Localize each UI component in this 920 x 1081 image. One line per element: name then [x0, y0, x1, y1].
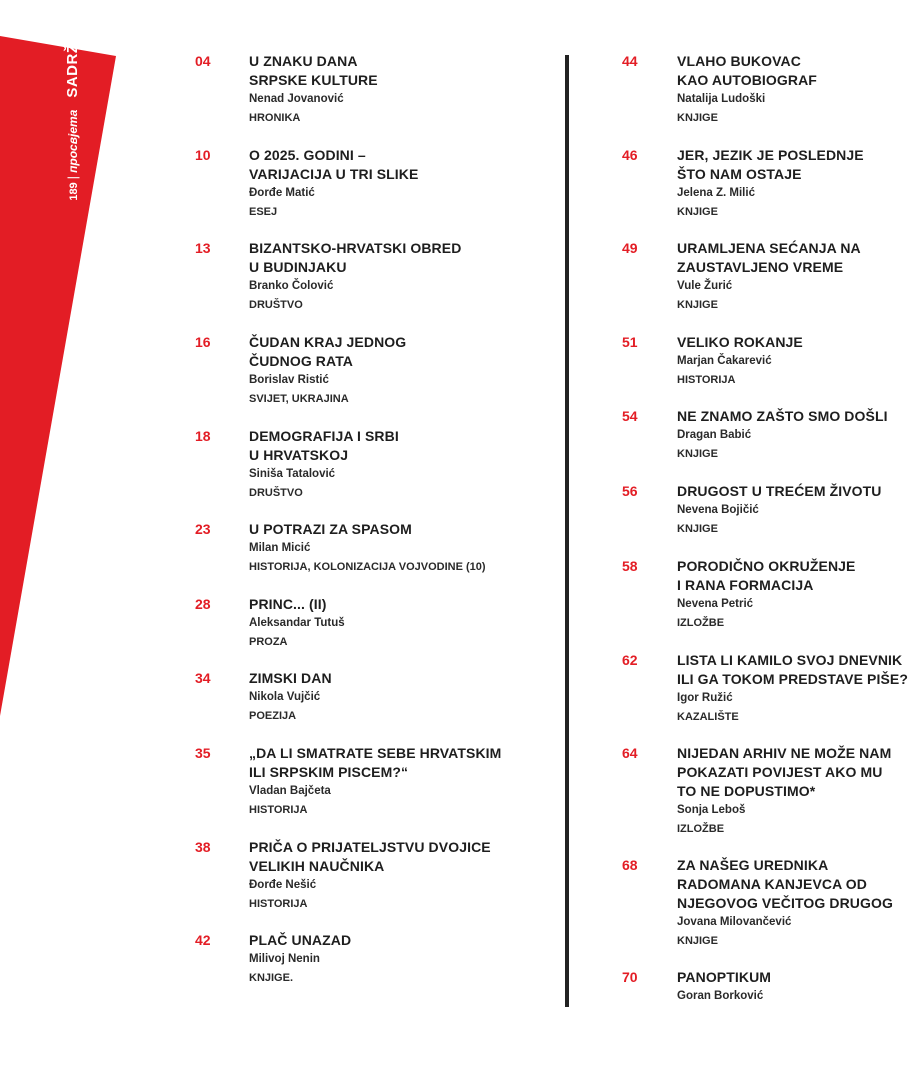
issue-number: 189 [68, 182, 80, 201]
page-number: 18 [195, 428, 211, 444]
entry-body [677, 52, 817, 127]
title-line: DRUGOST U TREĆEM ŽIVOTU [677, 483, 882, 499]
entry-body [249, 427, 399, 502]
title-line: KAO AUTOBIOGRAF [677, 72, 817, 88]
title-line: VELIKIH NAUČNIKA [249, 858, 385, 874]
title-line: SRPSKE KULTURE [249, 72, 378, 88]
page-number: 54 [622, 408, 638, 424]
banner-label [64, 23, 82, 200]
article-section: KNJIGE [677, 206, 718, 218]
title-line: U HRVATSKOJ [249, 447, 349, 463]
article-title[interactable] [249, 239, 461, 277]
title-line: ČUDNOG RATA [249, 353, 354, 369]
title-line: PLAČ UNAZAD [249, 932, 352, 948]
title-line: I RANA FORMACIJA [677, 577, 814, 593]
article-title[interactable] [677, 856, 893, 913]
article-author: Jovana Milovančević [677, 916, 792, 928]
title-line: PRINC... (II) [249, 596, 327, 612]
article-section: KNJIGE [677, 523, 718, 535]
title-line: U POTRAZI ZA SPASOM [249, 521, 412, 537]
title-line: DEMOGRAFIJA I SRBI [249, 428, 399, 444]
page-number: 46 [622, 147, 638, 163]
article-author: Goran Borković [677, 990, 764, 1002]
entry-body [677, 146, 864, 221]
page-number: 64 [622, 745, 638, 761]
article-title[interactable] [249, 595, 345, 614]
article-section: KNJIGE. [249, 972, 294, 984]
article-title[interactable] [249, 520, 486, 539]
article-title[interactable] [677, 333, 803, 352]
article-title[interactable] [677, 407, 888, 426]
article-section: HISTORIJA [677, 374, 736, 386]
page-number: 42 [195, 932, 211, 948]
article-section: KNJIGE [677, 448, 718, 460]
title-line: BIZANTSKO-HRVATSKI OBRED [249, 240, 462, 256]
article-section: DRUŠTVO [249, 299, 303, 311]
article-title[interactable] [677, 239, 861, 277]
banner-separator: | [65, 175, 80, 180]
article-title[interactable] [677, 651, 908, 689]
title-line: O 2025. GODINI – [249, 147, 366, 163]
title-line: JER, JEZIK JE POSLEDNJE [677, 147, 864, 163]
article-author: Sonja Leboš [677, 804, 746, 816]
article-section: KNJIGE [677, 112, 718, 124]
title-line: ČUDAN KRAJ JEDNOG [249, 334, 407, 350]
article-author: Vladan Bajčeta [249, 785, 331, 797]
entry-body [677, 482, 882, 538]
article-author: Nikola Vujčić [249, 691, 321, 703]
entry-body [677, 744, 891, 838]
entry-body [677, 856, 893, 950]
article-section: HISTORIJA, KOLONIZACIJA VOJVODINE (10) [249, 561, 486, 573]
title-line: RADOMANA KANJEVCA OD [677, 876, 867, 892]
page-number: 38 [195, 839, 211, 855]
article-author: Siniša Tatalović [249, 468, 336, 480]
article-section: KNJIGE [677, 299, 718, 311]
article-title[interactable] [249, 744, 501, 782]
article-section: ESEJ [249, 206, 278, 218]
title-line: ILI SRPSKIM PISCEM?“ [249, 764, 409, 780]
entry-body [249, 931, 351, 987]
page-number: 56 [622, 483, 638, 499]
article-section: HISTORIJA [249, 898, 308, 910]
entry-body [249, 744, 501, 819]
page-number: 70 [622, 969, 638, 985]
title-line: PORODIČNO OKRUŽENJE [677, 558, 856, 574]
article-author: Milan Micić [249, 542, 311, 554]
title-line: ZA NAŠEG UREDNIKA [677, 857, 829, 873]
article-title[interactable] [677, 482, 882, 501]
article-section: IZLOŽBE [677, 823, 725, 835]
title-line: URAMLJENA SEĆANJA NA [677, 240, 861, 256]
magazine-name: просвјета [66, 109, 80, 173]
article-title[interactable] [249, 669, 332, 688]
article-author: Igor Ružić [677, 692, 733, 704]
title-line: NJEGOVOG VEČITOG DRUGOG [677, 895, 893, 911]
article-author: Marjan Čakarević [677, 355, 772, 367]
article-author: Nevena Petrić [677, 598, 754, 610]
title-line: NE ZNAMO ZAŠTO SMO DOŠLI [677, 408, 888, 424]
contents-heading: SADRŽAJ [64, 23, 81, 98]
title-line: PANOPTIKUM [677, 969, 772, 985]
page-number: 28 [195, 596, 211, 612]
article-author: Natalija Ludoški [677, 93, 766, 105]
page-number: 51 [622, 334, 638, 350]
title-line: ZAUSTAVLJENO VREME [677, 259, 844, 275]
article-section: KAZALIŠTE [677, 711, 739, 723]
article-title[interactable] [677, 744, 891, 801]
entry-body [677, 239, 861, 314]
page-number: 04 [195, 53, 211, 69]
article-title[interactable] [677, 557, 855, 595]
page-number: 58 [622, 558, 638, 574]
article-author: Borislav Ristić [249, 374, 329, 386]
title-line: ILI GA TOKOM PREDSTAVE PIŠE? [677, 671, 908, 687]
title-line: NIJEDAN ARHIV NE MOŽE NAM [677, 745, 892, 761]
entry-body [249, 239, 461, 314]
article-title[interactable] [677, 146, 864, 184]
article-author: Vule Žurić [677, 280, 733, 292]
entry-body [677, 557, 855, 632]
entry-body [677, 651, 908, 726]
article-title[interactable] [677, 968, 771, 987]
article-section: PROZA [249, 636, 288, 648]
title-line: POKAZATI POVIJEST AKO MU [677, 764, 883, 780]
title-line: VARIJACIJA U TRI SLIKE [249, 166, 419, 182]
entry-body [249, 333, 406, 408]
entry-body [249, 595, 345, 651]
entry-body [249, 520, 486, 576]
article-section: SVIJET, UKRAJINA [249, 393, 349, 405]
title-line: LISTA LI KAMILO SVOJ DNEVNIK [677, 652, 903, 668]
article-title[interactable] [249, 427, 399, 465]
page-number: 10 [195, 147, 211, 163]
article-section: IZLOŽBE [677, 617, 725, 629]
entry-body [249, 669, 332, 725]
page-number: 68 [622, 857, 638, 873]
page-number: 49 [622, 240, 638, 256]
page-number: 35 [195, 745, 211, 761]
title-line: PRIČA O PRIJATELJSTVU DVOJICE [249, 839, 491, 855]
title-line: U ZNAKU DANA [249, 53, 358, 69]
title-line: ŠTO NAM OSTAJE [677, 166, 802, 182]
article-author: Nevena Bojičić [677, 504, 759, 516]
entry-body [677, 968, 771, 1006]
article-author: Aleksandar Tutuš [249, 617, 345, 629]
red-banner [0, 0, 130, 720]
article-title[interactable] [249, 838, 491, 876]
article-author: Jelena Z. Milić [677, 187, 755, 199]
page-number: 34 [195, 670, 211, 686]
article-title[interactable] [249, 333, 406, 371]
article-author: Dragan Babić [677, 429, 752, 441]
article-section: HISTORIJA [249, 804, 308, 816]
entry-body [677, 407, 888, 463]
title-line: VLAHO BUKOVAC [677, 53, 801, 69]
article-title[interactable] [249, 52, 378, 90]
entry-body [249, 838, 491, 913]
title-line: VELIKO ROKANJE [677, 334, 803, 350]
article-author: Milivoj Nenin [249, 953, 320, 965]
entry-body [249, 146, 418, 221]
page-number: 23 [195, 521, 211, 537]
article-title[interactable] [677, 52, 817, 90]
title-line: U BUDINJAKU [249, 259, 347, 275]
column-divider [565, 55, 569, 1007]
entry-body [249, 52, 378, 127]
article-author: Đorđe Nešić [249, 879, 317, 891]
entry-body [677, 333, 803, 389]
article-title[interactable] [249, 146, 418, 184]
page-number: 13 [195, 240, 211, 256]
article-section: KNJIGE [677, 935, 718, 947]
article-title[interactable] [249, 931, 351, 950]
title-line: TO NE DOPUSTIMO* [677, 783, 816, 799]
article-section: HRONIKA [249, 112, 301, 124]
title-line: „DA LI SMATRATE SEBE HRVATSKIM [249, 745, 502, 761]
title-line: ZIMSKI DAN [249, 670, 332, 686]
article-author: Nenad Jovanović [249, 93, 344, 105]
article-section: DRUŠTVO [249, 487, 303, 499]
article-section: POEZIJA [249, 710, 297, 722]
page-number: 44 [622, 53, 638, 69]
article-author: Branko Čolović [249, 280, 334, 292]
article-author: Đorđe Matić [249, 187, 315, 199]
page-number: 16 [195, 334, 211, 350]
page-number: 62 [622, 652, 638, 668]
